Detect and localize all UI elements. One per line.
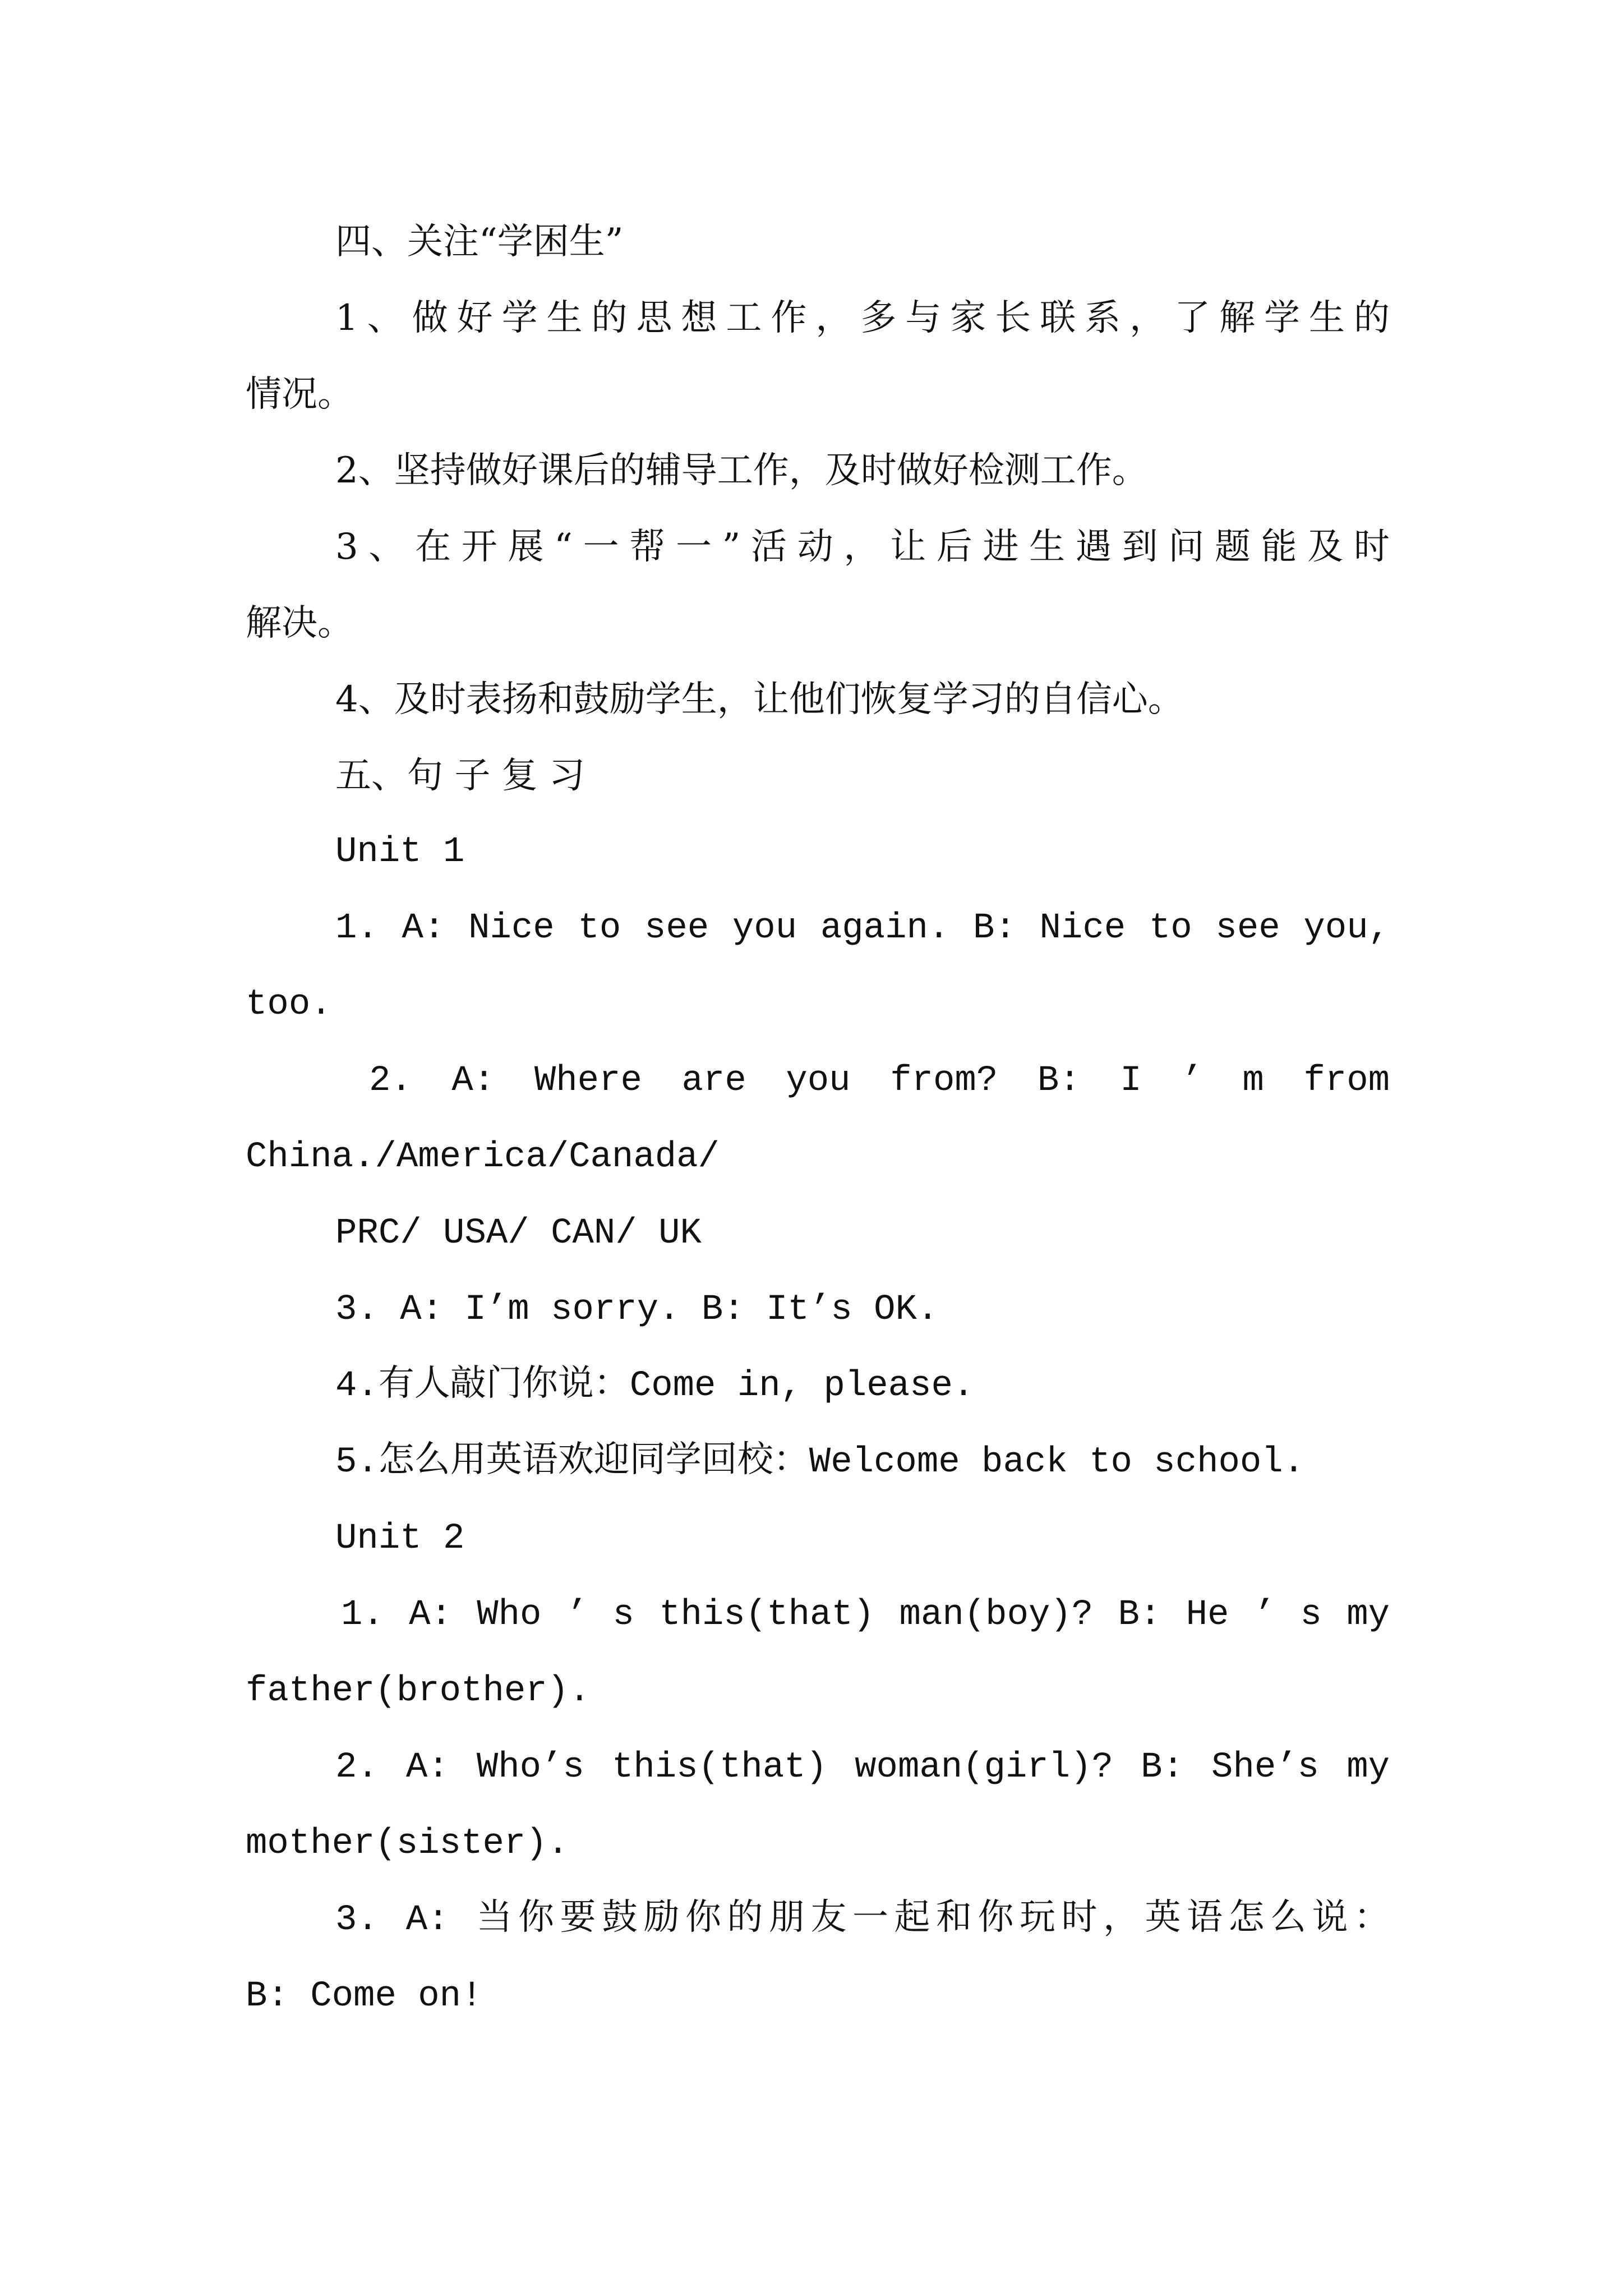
section-4-item-1-line-2: 情况。 xyxy=(246,374,353,415)
unit-1-title: Unit 1 xyxy=(335,832,465,872)
unit-1-sentence-5: 5.怎么用英语欢迎同学回校：Welcome back to school. xyxy=(335,1442,1305,1483)
unit-1-sentence-2-line-3: PRC/ USA/ CAN/ UK xyxy=(335,1213,702,1254)
unit-2-sentence-1-line-1: 1. A: Who ’ s this(that) man(boy)? B: He ’ s my xyxy=(341,1595,1390,1635)
unit-2-sentence-1-line-2: father(brother). xyxy=(246,1671,591,1711)
unit-2-sentence-2-line-1: 2. A: Who’s this(that) woman(girl)? B: She’s my xyxy=(335,1747,1390,1788)
section-5-heading: 五、句 子 复 习 xyxy=(335,755,585,797)
unit-1-sentence-1-line-2: too. xyxy=(246,984,332,1025)
unit-2-title: Unit 2 xyxy=(335,1519,465,1559)
unit-1-sentence-2-line-1: 2. A: Where are you from? B: I ’ m from xyxy=(369,1061,1390,1101)
unit-1-sentence-2-line-2: China./America/Canada/ xyxy=(246,1137,720,1177)
unit-1-sentence-1-line-1: 1. A: Nice to see you again. B: Nice to see you, xyxy=(335,908,1390,949)
section-4-item-3-line-2: 解决。 xyxy=(246,602,353,644)
section-4-item-2: 2、坚持做好课后的辅导工作，及时做好检测工作。 xyxy=(335,450,1148,491)
section-4-item-3-line-1: 3、在开展“一帮一”活动，让后进生遇到问题能及时 xyxy=(335,526,1390,568)
section-4-item-1-line-1: 1、做好学生的思想工作，多与家长联系，了解学生的 xyxy=(335,297,1390,339)
unit-2-sentence-3-line-2: B: Come on! xyxy=(246,1976,483,2017)
unit-1-sentence-4: 4.有人敲门你说：Come in, please. xyxy=(335,1366,975,1406)
unit-1-sentence-3: 3. A: I’m sorry. B: It’s OK. xyxy=(335,1290,939,1330)
unit-2-sentence-3-line-1: 3. A: 当你要鼓励你的朋友一起和你玩时，英语怎么说： xyxy=(335,1900,1390,1940)
unit-2-sentence-2-line-2: mother(sister). xyxy=(246,1824,569,1864)
section-4-item-4: 4、及时表扬和鼓励学生，让他们恢复学习的自信心。 xyxy=(335,679,1184,720)
section-4-heading: 四、关注“学困生” xyxy=(335,221,624,263)
